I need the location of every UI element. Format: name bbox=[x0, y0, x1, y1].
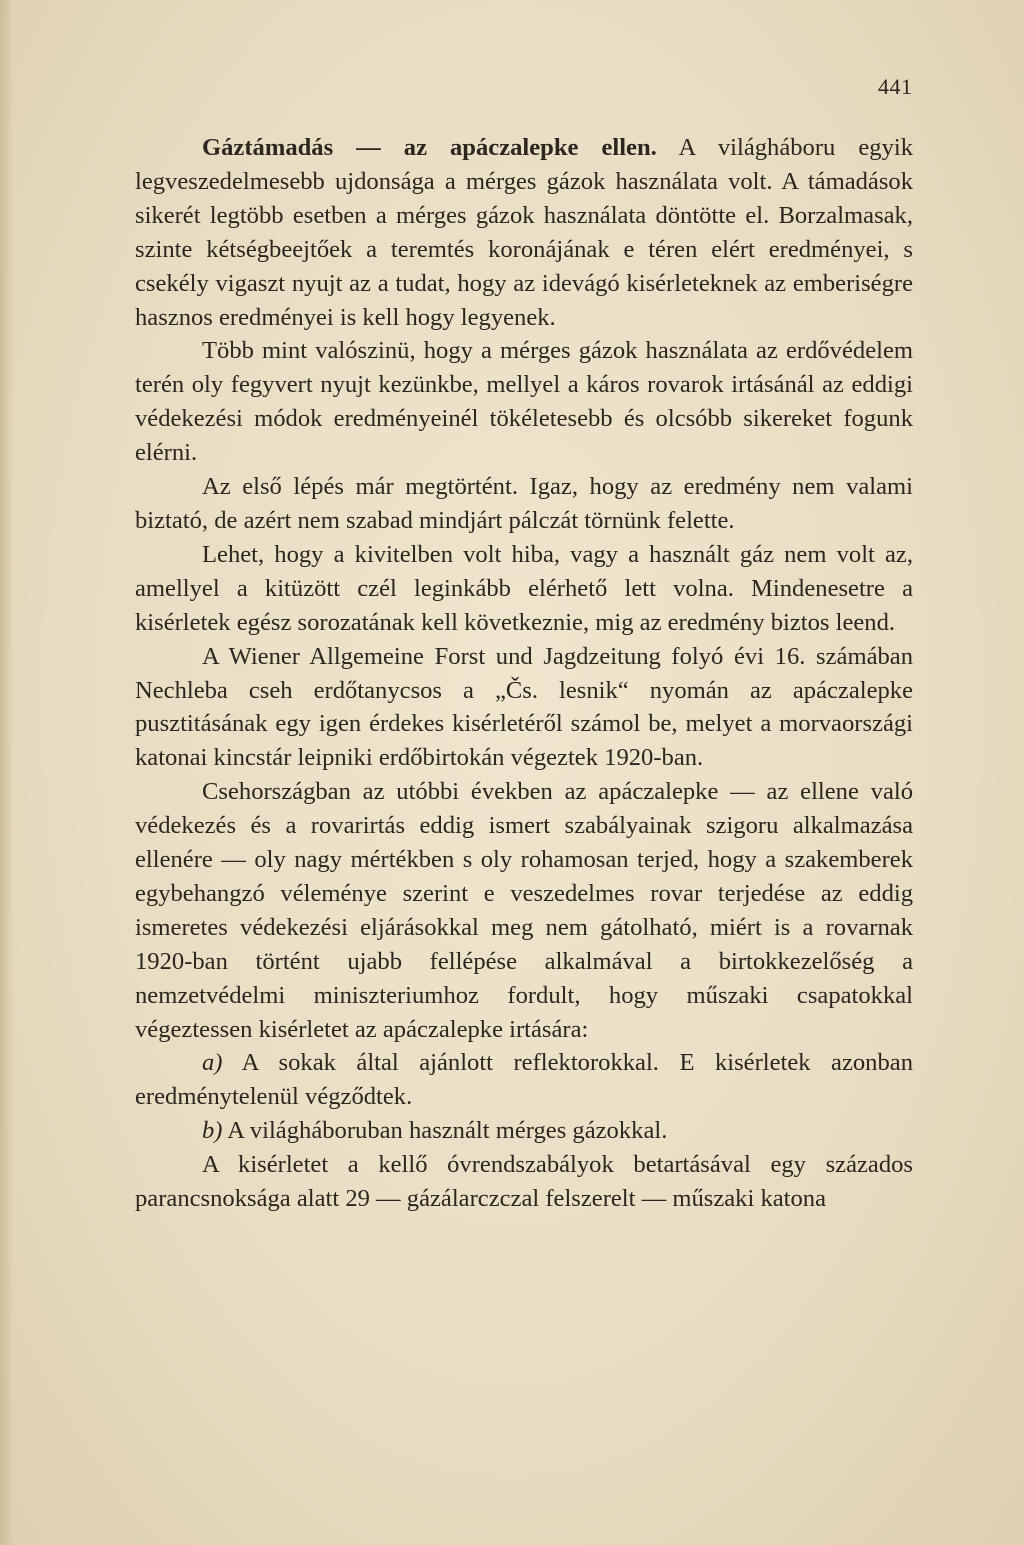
list-label: b) bbox=[202, 1117, 223, 1145]
paragraph-7 bbox=[135, 1148, 913, 1216]
paragraph-text: Több mint valószinü, hogy a mérges gázok használata az erdővédelem terén oly fegyvert nyujt kezünkbe, mellyel a káros rovarok irtásánál az eddigi védekezési módok eredményeinél tökéletesebb és olcsóbb sikereket fogunk elérni. bbox=[135, 337, 913, 467]
paragraph-5 bbox=[135, 640, 913, 776]
paragraph-3 bbox=[135, 470, 913, 538]
body-text bbox=[135, 131, 913, 1216]
list-label: a) bbox=[202, 1049, 223, 1077]
paragraph-text: A sokak által ajánlott reflektorokkal. E kisérletek azonban eredménytelenül végződtek. bbox=[135, 1049, 913, 1111]
paragraph-text: Csehországban az utóbbi években az apáczalepke — az ellene való védekezés és a rovarirtás eddig ismert szabályainak szigoru alkalmazása ellenére — oly nagy mértékben s oly rohamosan terjed, hogy a szakemberek egybehangzó véleménye szerint e veszedelmes rovar terjedése az eddig ismeretes védekezési eljárásokkal meg nem gátolható, miért is a rovarnak 1920-ban történt ujabb fellépése alkalmával a birtokkezelőség a nemzetvédelmi miniszteriumhoz fordult, hogy műszaki csapatokkal végeztessen kisérletet az apáczalepke irtására: bbox=[135, 778, 913, 1043]
list-item-b bbox=[135, 1114, 913, 1148]
list-item-a bbox=[135, 1046, 913, 1114]
page-number: 441 bbox=[878, 74, 913, 99]
paragraph-4 bbox=[135, 538, 913, 640]
article-title: Gáztámadás — az apáczalepke ellen. bbox=[202, 134, 657, 161]
paragraph-1 bbox=[135, 131, 913, 334]
paragraph-text: A kisérletet a kellő óvrendszabályok betartásával egy százados parancsnoksága alatt 29 — gázálarczczal felszerelt — műszaki katona bbox=[135, 1151, 913, 1213]
paragraph-6 bbox=[135, 775, 913, 1046]
paragraph-2 bbox=[135, 334, 913, 470]
paragraph-text: Az első lépés már megtörtént. Igaz, hogy az eredmény nem valami biztató, de azért nem szabad mindjárt pálczát törnünk felette. bbox=[135, 473, 913, 534]
paragraph-text: A világháboru egyik legveszedelmesebb ujdonsága a mérges gázok használata volt. A támadások sikerét legtöbb esetben a mérges gázok használata döntötte el. Borzalmasak, szinte kétségbeejtőek a teremtés koronájának e téren elért eredményei, s csekély vigaszt nyujt az a tudat, hogy az idevágó kisérleteknek az emberiségre hasznos eredményei is kell hogy legyenek. bbox=[135, 134, 913, 331]
paragraph-text: A Wiener Allgemeine Forst und Jagdzeitung folyó évi 16. számában Nechleba cseh erdőtanycsos a „Čs. lesnik“ nyomán az apáczalepke pusztitásának egy igen érdekes kisérletéről számol be, melyet a morvaországi katonai kincstár leipniki erdőbirtokán végeztek 1920-ban. bbox=[135, 642, 913, 772]
paragraph-text: Lehet, hogy a kivitelben volt hiba, vagy a használt gáz nem volt az, amellyel a kitüzött czél leginkább elérhető lett volna. Mindenesetre a kisérletek egész sorozatának kell következnie, mig az eredmény biztos leend. bbox=[135, 540, 913, 636]
page-edge-shadow bbox=[0, 0, 14, 1545]
paragraph-text: A világháboruban használt mérges gázokkal. bbox=[227, 1117, 668, 1145]
